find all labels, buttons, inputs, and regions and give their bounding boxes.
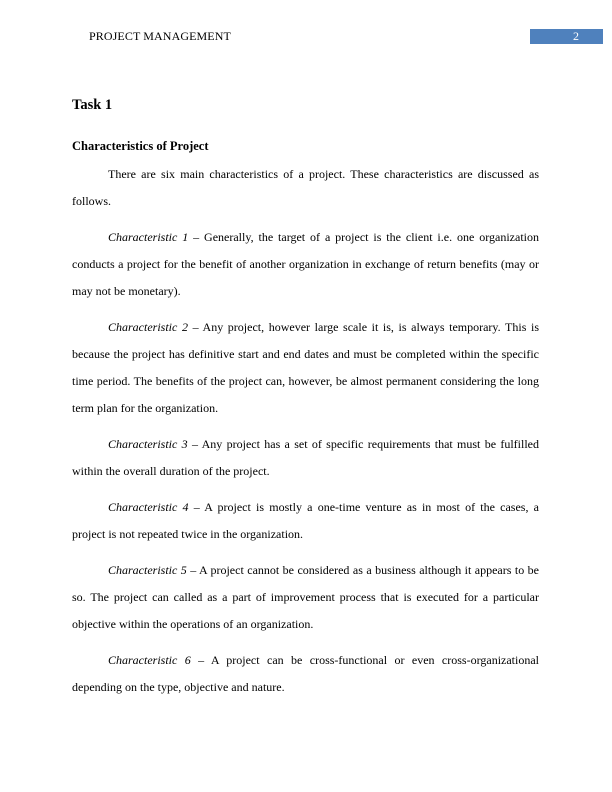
characteristic-text: – Any project has a set of specific requirements that must be fulfilled within the overall duration of the project. [72,437,539,478]
characteristic-label: Characteristic 6 [108,653,191,667]
running-header-title: PROJECT MANAGEMENT [89,29,231,43]
characteristic-paragraph-3 [72,431,539,485]
characteristic-paragraph-4 [72,494,539,548]
characteristic-label: Characteristic 2 [108,320,188,334]
characteristic-paragraph-2 [72,314,539,422]
characteristic-paragraph-1 [72,224,539,305]
characteristic-text: – Generally, the target of a project is the client i.e. one organization conducts a project for the benefit of another organization in exchange of return benefits (may or may not be monetary). [72,230,539,298]
characteristic-label: Characteristic 5 [108,563,187,577]
task-heading: Task 1 [72,97,113,113]
page-number-badge: 2 [530,29,603,44]
characteristic-label: Characteristic 1 [108,230,189,244]
characteristic-paragraph-5 [72,557,539,638]
characteristic-label: Characteristic 3 [108,437,188,451]
characteristic-text: – A project is mostly a one-time venture as in most of the cases, a project is not repeated twice in the organization. [72,500,540,541]
characteristic-label: Characteristic 4 [108,500,189,514]
intro-paragraph: There are six main characteristics of a project. These characteristics are discussed as follows. [72,167,539,208]
characteristic-text: – A project can be cross-functional or even cross-organizational depending on the type, objective and nature. [72,653,540,694]
characteristic-text: – Any project, however large scale it is, is always temporary. This is because the project has definitive start and end dates and must be completed within the specific time period. The benefits of the project can, however, be almost permanent considering the long term plan for the organization. [72,320,539,415]
characteristic-paragraph-6 [72,647,539,701]
section-heading: Characteristics of Project [72,139,209,153]
document-body [72,161,539,710]
characteristic-text: – A project cannot be considered as a business although it appears to be so. The project can called as a part of improvement process that is executed for a particular objective within the operations of an organization. [72,563,539,631]
